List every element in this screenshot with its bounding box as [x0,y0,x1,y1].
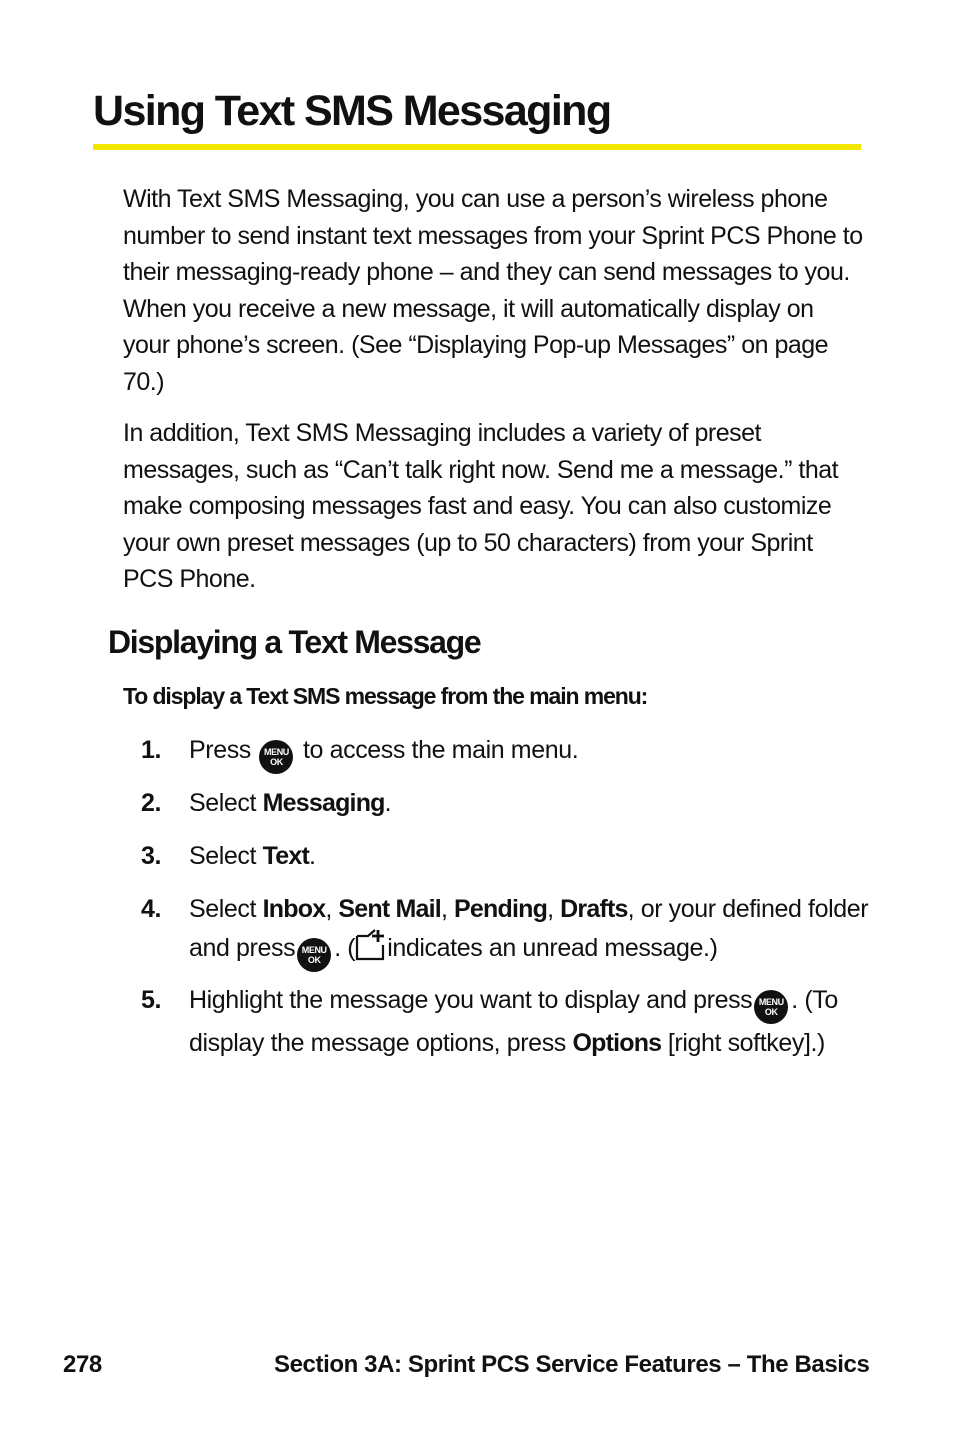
step-number: 4. [141,895,162,923]
folder-sent-mail: Sent Mail [338,895,441,923]
preset-paragraph: In addition, Text SMS Messaging includes a variety of preset messages, such as “Can’t talk right now. Send me a message.” that make composing messages fast and easy. You can also customize your own preset messages (up to 50 characters) from your Sprint PCS Phone. [123,419,839,594]
folder-drafts: Drafts [560,895,628,923]
page-title: Using Text SMS Messaging [93,87,611,135]
menu-option-text: Text [262,842,309,870]
step-text: Select [189,842,257,870]
step-text: Press [189,736,251,764]
step-text: Highlight the message you want to display and press [189,986,753,1014]
step-text: to access the main menu. [303,736,579,764]
step-number: 2. [141,789,162,817]
step-number: 5. [141,986,162,1014]
section-subheading: Displaying a Text Message [108,624,481,660]
page-number: 278 [63,1351,102,1378]
title-underline [93,144,861,150]
step-text: Select [189,789,257,817]
step-text: Select [189,895,257,923]
options-softkey-label: Options [572,1029,662,1057]
unread-message-icon [355,928,387,962]
section-footer: Section 3A: Sprint PCS Service Features – The Basics [274,1351,870,1378]
step-number: 3. [141,842,162,870]
folder-inbox: Inbox [262,895,326,923]
menu-ok-key-icon: MENU OK [259,740,293,774]
menu-option-messaging: Messaging [262,789,385,817]
intro-paragraph: With Text SMS Messaging, you can use a person’s wireless phone number to send instant text messages from your Sprint PCS Phone to their messaging-ready phone – and they can send messages to you. When you receive a new message, it will automatically display on your phone’s screen. (See “Displaying Pop-up Messages” on page 70.) [123,185,863,396]
step-number: 1. [141,736,162,764]
menu-ok-key-icon: MENU OK [297,938,331,972]
procedure-heading: To display a Text SMS message from the main menu: [123,683,648,709]
folder-pending: Pending [454,895,548,923]
menu-ok-key-icon: MENU OK [754,990,788,1024]
